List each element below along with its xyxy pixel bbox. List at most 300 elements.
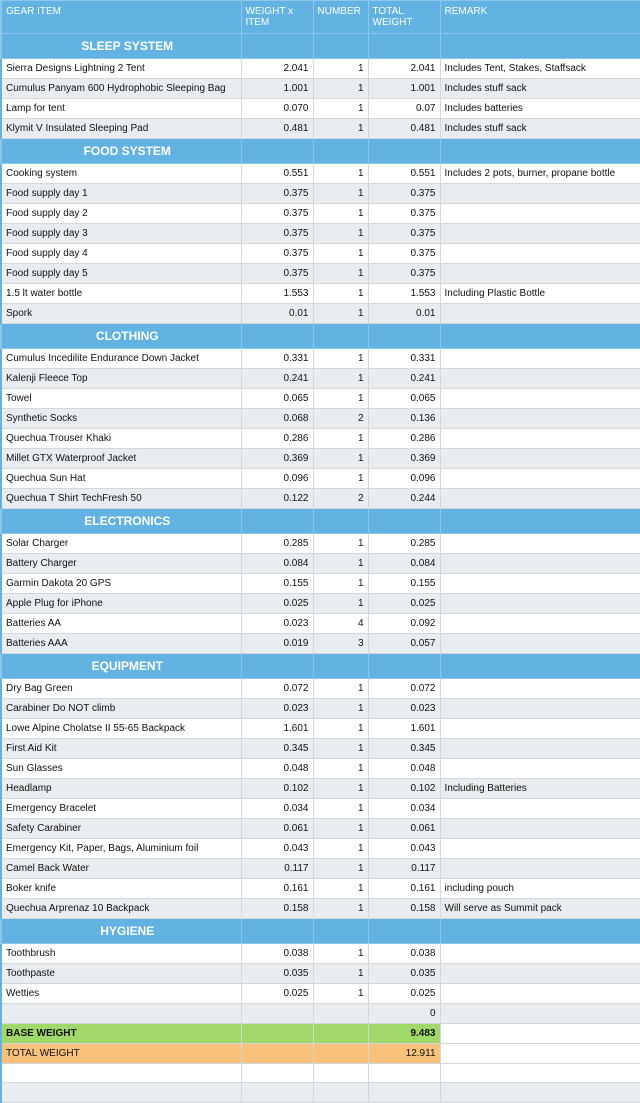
gear-item-cell[interactable]: Food supply day 1 <box>1 184 241 204</box>
table-row <box>1 204 640 224</box>
section-title: ELECTRONICS <box>1 509 241 534</box>
gear-item-cell[interactable]: Food supply day 2 <box>1 204 241 224</box>
total-weight-remark[interactable] <box>440 1044 640 1064</box>
remark-cell[interactable] <box>440 429 640 449</box>
section-empty-cell <box>368 919 440 944</box>
number-cell[interactable]: 1 <box>313 389 368 409</box>
remark-cell[interactable] <box>440 964 640 984</box>
remark-cell[interactable]: Includes 2 pots, burner, propane bottle <box>440 164 640 184</box>
table-row <box>1 389 640 409</box>
table-row <box>1 449 640 469</box>
remark-cell[interactable]: Includes Tent, Stakes, Staffsack <box>440 59 640 79</box>
total-weight-cell[interactable]: 0.161 <box>368 879 440 899</box>
remark-cell[interactable] <box>440 594 640 614</box>
total-weight-cell[interactable]: 1.001 <box>368 79 440 99</box>
header-remark[interactable]: REMARK <box>440 1 640 34</box>
number-cell[interactable]: 1 <box>313 964 368 984</box>
number-cell[interactable]: 1 <box>313 244 368 264</box>
gear-item-cell[interactable]: First Aid Kit <box>1 739 241 759</box>
remark-cell[interactable] <box>440 799 640 819</box>
base-weight-row <box>1 1024 640 1044</box>
table-row <box>1 594 640 614</box>
total-weight-cell[interactable]: 0.092 <box>368 614 440 634</box>
number-cell[interactable]: 1 <box>313 779 368 799</box>
gear-item-cell[interactable]: Synthetic Socks <box>1 409 241 429</box>
remark-cell[interactable] <box>440 264 640 284</box>
blank-cell[interactable] <box>368 1083 440 1102</box>
weight-per-item-cell[interactable]: 0.072 <box>241 679 313 699</box>
total-weight-cell[interactable]: 0.034 <box>368 799 440 819</box>
blank-cell[interactable] <box>440 1064 640 1083</box>
total-weight-cell[interactable]: 0.07 <box>368 99 440 119</box>
blank-cell[interactable] <box>241 1083 313 1102</box>
table-row <box>1 964 640 984</box>
section-empty-cell <box>313 919 368 944</box>
gear-item-cell[interactable]: Spork <box>1 304 241 324</box>
weight-per-item-cell[interactable]: 0.286 <box>241 429 313 449</box>
table-row <box>1 429 640 449</box>
total-weight-cell[interactable]: 0.025 <box>368 594 440 614</box>
base-weight-empty[interactable] <box>313 1024 368 1044</box>
total-weight-cell[interactable]: 2.041 <box>368 59 440 79</box>
remark-cell[interactable]: Includes batteries <box>440 99 640 119</box>
remark-cell[interactable] <box>440 679 640 699</box>
remark-cell[interactable]: Including Batteries <box>440 779 640 799</box>
total-weight-cell[interactable]: 0.481 <box>368 119 440 139</box>
table-row <box>1 574 640 594</box>
table-row <box>1 224 640 244</box>
weight-per-item-cell[interactable]: 0.345 <box>241 739 313 759</box>
table-row <box>1 819 640 839</box>
total-weight-cell[interactable]: 0.375 <box>368 244 440 264</box>
blank-cell[interactable] <box>1 1064 241 1083</box>
remark-cell[interactable] <box>440 409 640 429</box>
section-title: SLEEP SYSTEM <box>1 34 241 59</box>
gear-item-cell[interactable]: Towel <box>1 389 241 409</box>
gear-item-cell[interactable]: Sun Glasses <box>1 759 241 779</box>
table-row <box>1 489 640 509</box>
number-cell[interactable]: 1 <box>313 839 368 859</box>
total-weight-cell[interactable]: 0.043 <box>368 839 440 859</box>
number-cell[interactable]: 1 <box>313 759 368 779</box>
remark-cell[interactable] <box>440 489 640 509</box>
gear-item-cell[interactable]: Apple Plug for iPhone <box>1 594 241 614</box>
total-weight-cell[interactable]: 0.375 <box>368 264 440 284</box>
weight-per-item-cell[interactable]: 0.241 <box>241 369 313 389</box>
remark-cell[interactable] <box>440 304 640 324</box>
table-row <box>1 99 640 119</box>
table-row <box>1 284 640 304</box>
number-cell[interactable]: 3 <box>313 634 368 654</box>
remark-cell[interactable] <box>440 244 640 264</box>
gear-item-cell[interactable]: Cooking system <box>1 164 241 184</box>
remark-cell[interactable] <box>440 224 640 244</box>
remark-cell[interactable] <box>440 534 640 554</box>
section-empty-cell <box>313 654 368 679</box>
number-cell[interactable]: 2 <box>313 409 368 429</box>
blank-row <box>1 1064 640 1083</box>
weight-per-item-cell[interactable]: 0.369 <box>241 449 313 469</box>
gear-item-cell[interactable]: Battery Charger <box>1 554 241 574</box>
number-cell[interactable]: 1 <box>313 119 368 139</box>
total-weight-cell[interactable]: 0.369 <box>368 449 440 469</box>
gear-item-cell[interactable]: Boker knife <box>1 879 241 899</box>
weight-per-item-cell[interactable]: 0.019 <box>241 634 313 654</box>
table-row <box>1 244 640 264</box>
section-empty-cell <box>313 34 368 59</box>
weight-per-item-cell[interactable]: 0.043 <box>241 839 313 859</box>
total-weight-cell[interactable]: 0.345 <box>368 739 440 759</box>
number-cell[interactable]: 1 <box>313 349 368 369</box>
number-cell[interactable]: 1 <box>313 534 368 554</box>
number-cell[interactable]: 1 <box>313 879 368 899</box>
base-weight-value[interactable]: 9.483 <box>368 1024 440 1044</box>
weight-per-item-cell[interactable]: 0.061 <box>241 819 313 839</box>
section-row <box>1 509 640 534</box>
section-empty-cell <box>313 139 368 164</box>
weight-per-item-cell[interactable]: 0.065 <box>241 389 313 409</box>
number-cell[interactable]: 1 <box>313 739 368 759</box>
section-title: HYGIENE <box>1 919 241 944</box>
table-row <box>1 859 640 879</box>
weight-per-item-cell[interactable]: 0.117 <box>241 859 313 879</box>
section-title: CLOTHING <box>1 324 241 349</box>
blank-cell[interactable] <box>241 1064 313 1083</box>
total-weight-cell[interactable]: 0.241 <box>368 369 440 389</box>
weight-per-item-cell[interactable]: 0.551 <box>241 164 313 184</box>
gear-item-cell[interactable]: Food supply day 5 <box>1 264 241 284</box>
remark-cell[interactable] <box>440 634 640 654</box>
number-cell[interactable]: 1 <box>313 554 368 574</box>
total-weight-cell[interactable]: 0.01 <box>368 304 440 324</box>
remark-cell[interactable] <box>440 389 640 409</box>
section-empty-cell <box>440 654 640 679</box>
table-row <box>1 349 640 369</box>
total-weight-cell[interactable]: 0 <box>368 1004 440 1024</box>
table-row <box>1 534 640 554</box>
number-cell[interactable]: 1 <box>313 469 368 489</box>
number-cell[interactable]: 1 <box>313 184 368 204</box>
number-cell[interactable]: 1 <box>313 369 368 389</box>
weight-per-item-cell[interactable]: 0.035 <box>241 964 313 984</box>
base-weight-empty[interactable] <box>241 1024 313 1044</box>
remark-cell[interactable] <box>440 614 640 634</box>
table-row <box>1 469 640 489</box>
weight-per-item-cell[interactable]: 1.001 <box>241 79 313 99</box>
number-cell[interactable]: 1 <box>313 59 368 79</box>
total-weight-cell[interactable]: 0.084 <box>368 554 440 574</box>
gear-item-cell[interactable]: Quechua Arprenaz 10 Backpack <box>1 899 241 919</box>
gear-item-cell[interactable]: Food supply day 3 <box>1 224 241 244</box>
number-cell[interactable]: 1 <box>313 899 368 919</box>
total-weight-cell[interactable]: 0.117 <box>368 859 440 879</box>
table-row <box>1 184 640 204</box>
blank-cell[interactable] <box>1 1083 241 1102</box>
gear-item-cell[interactable]: Safety Carabiner <box>1 819 241 839</box>
weight-per-item-cell[interactable]: 0.375 <box>241 184 313 204</box>
total-weight-cell[interactable]: 0.072 <box>368 679 440 699</box>
weight-per-item-cell[interactable]: 0.096 <box>241 469 313 489</box>
total-weight-cell[interactable]: 0.035 <box>368 964 440 984</box>
gear-item-cell[interactable]: Toothbrush <box>1 944 241 964</box>
total-weight-empty[interactable] <box>241 1044 313 1064</box>
header-weight-per-item[interactable]: WEIGHT x ITEM <box>241 1 313 34</box>
section-empty-cell <box>241 139 313 164</box>
blank-cell[interactable] <box>313 1083 368 1102</box>
gear-item-cell[interactable]: Klymit V Insulated Sleeping Pad <box>1 119 241 139</box>
weight-per-item-cell[interactable]: 0.158 <box>241 899 313 919</box>
table-row <box>1 634 640 654</box>
remark-cell[interactable] <box>440 759 640 779</box>
remark-cell[interactable]: Includes stuff sack <box>440 119 640 139</box>
total-weight-cell[interactable]: 0.158 <box>368 899 440 919</box>
number-cell[interactable]: 1 <box>313 984 368 1004</box>
gear-item-cell[interactable] <box>1 1004 241 1024</box>
gear-item-cell[interactable]: Kalenji Fleece Top <box>1 369 241 389</box>
total-weight-cell[interactable]: 0.023 <box>368 699 440 719</box>
remark-cell[interactable] <box>440 719 640 739</box>
section-empty-cell <box>440 34 640 59</box>
section-empty-cell <box>368 509 440 534</box>
gear-item-cell[interactable]: Quechua Trouser Khaki <box>1 429 241 449</box>
number-cell[interactable]: 1 <box>313 699 368 719</box>
section-empty-cell <box>368 324 440 349</box>
number-cell[interactable]: 1 <box>313 429 368 449</box>
section-empty-cell <box>368 34 440 59</box>
number-cell[interactable]: 2 <box>313 489 368 509</box>
weight-per-item-cell[interactable]: 0.102 <box>241 779 313 799</box>
blank-cell[interactable] <box>440 1083 640 1102</box>
blank-cell[interactable] <box>368 1064 440 1083</box>
header-number[interactable]: NUMBER <box>313 1 368 34</box>
gear-item-cell[interactable]: Batteries AAA <box>1 634 241 654</box>
gear-item-cell[interactable]: Dry Bag Green <box>1 679 241 699</box>
table-row <box>1 839 640 859</box>
weight-per-item-cell[interactable]: 1.553 <box>241 284 313 304</box>
remark-cell[interactable] <box>440 449 640 469</box>
section-empty-cell <box>440 324 640 349</box>
number-cell[interactable]: 1 <box>313 224 368 244</box>
table-row <box>1 699 640 719</box>
total-weight-cell[interactable]: 0.155 <box>368 574 440 594</box>
section-title: EQUIPMENT <box>1 654 241 679</box>
gear-item-cell[interactable]: Emergency Bracelet <box>1 799 241 819</box>
number-cell[interactable]: 4 <box>313 614 368 634</box>
gear-item-cell[interactable]: Toothpaste <box>1 964 241 984</box>
total-weight-cell[interactable]: 0.375 <box>368 184 440 204</box>
remark-cell[interactable] <box>440 739 640 759</box>
gear-item-cell[interactable]: Wetties <box>1 984 241 1004</box>
remark-cell[interactable] <box>440 349 640 369</box>
weight-per-item-cell[interactable]: 0.025 <box>241 984 313 1004</box>
remark-cell[interactable] <box>440 554 640 574</box>
section-empty-cell <box>368 139 440 164</box>
remark-cell[interactable] <box>440 184 640 204</box>
weight-per-item-cell[interactable]: 0.375 <box>241 264 313 284</box>
weight-per-item-cell[interactable]: 2.041 <box>241 59 313 79</box>
gear-item-cell[interactable]: Camel Back Water <box>1 859 241 879</box>
gear-item-cell[interactable]: Food supply day 4 <box>1 244 241 264</box>
number-cell[interactable]: 1 <box>313 164 368 184</box>
number-cell[interactable]: 1 <box>313 679 368 699</box>
table-row <box>1 719 640 739</box>
remark-cell[interactable] <box>440 859 640 879</box>
total-weight-value[interactable]: 12.911 <box>368 1044 440 1064</box>
gear-item-cell[interactable]: Solar Charger <box>1 534 241 554</box>
remark-cell[interactable]: Will serve as Summit pack <box>440 899 640 919</box>
base-weight-label[interactable]: BASE WEIGHT <box>1 1024 241 1044</box>
section-empty-cell <box>313 509 368 534</box>
gear-item-cell[interactable]: Emergency Kit, Paper, Bags, Aluminium foil <box>1 839 241 859</box>
total-weight-cell[interactable]: 0.061 <box>368 819 440 839</box>
remark-cell[interactable] <box>440 1004 640 1024</box>
total-weight-cell[interactable]: 0.244 <box>368 489 440 509</box>
gear-item-cell[interactable]: Batteries AA <box>1 614 241 634</box>
section-row <box>1 139 640 164</box>
weight-per-item-cell[interactable]: 0.155 <box>241 574 313 594</box>
remark-cell[interactable] <box>440 369 640 389</box>
header-gear-item[interactable]: GEAR ITEM <box>1 1 241 34</box>
table-row <box>1 739 640 759</box>
gear-item-cell[interactable]: Carabiner Do NOT climb <box>1 699 241 719</box>
total-weight-cell[interactable]: 0.331 <box>368 349 440 369</box>
gear-item-cell[interactable]: Millet GTX Waterproof Jacket <box>1 449 241 469</box>
base-weight-remark[interactable] <box>440 1024 640 1044</box>
number-cell[interactable]: 1 <box>313 594 368 614</box>
weight-per-item-cell[interactable]: 0.01 <box>241 304 313 324</box>
weight-per-item-cell[interactable] <box>241 1004 313 1024</box>
remark-cell[interactable] <box>440 699 640 719</box>
gear-item-cell[interactable]: Quechua T Shirt TechFresh 50 <box>1 489 241 509</box>
remark-cell[interactable] <box>440 469 640 489</box>
remark-cell[interactable]: Including Plastic Bottle <box>440 284 640 304</box>
table-row <box>1 1004 640 1024</box>
total-weight-cell[interactable]: 0.057 <box>368 634 440 654</box>
total-weight-cell[interactable]: 0.096 <box>368 469 440 489</box>
total-weight-row <box>1 1044 640 1064</box>
gear-item-cell[interactable]: Lamp for tent <box>1 99 241 119</box>
table-row <box>1 944 640 964</box>
header-row <box>1 1 640 34</box>
section-empty-cell <box>241 324 313 349</box>
weight-per-item-cell[interactable]: 0.161 <box>241 879 313 899</box>
table-row <box>1 79 640 99</box>
number-cell[interactable]: 1 <box>313 819 368 839</box>
total-weight-cell[interactable]: 0.285 <box>368 534 440 554</box>
gear-item-cell[interactable]: Sierra Designs Lightning 2 Tent <box>1 59 241 79</box>
total-weight-cell[interactable]: 0.038 <box>368 944 440 964</box>
section-empty-cell <box>241 654 313 679</box>
remark-cell[interactable] <box>440 944 640 964</box>
remark-cell[interactable] <box>440 839 640 859</box>
table-row <box>1 304 640 324</box>
number-cell[interactable]: 1 <box>313 204 368 224</box>
gear-item-cell[interactable]: Quechua Sun Hat <box>1 469 241 489</box>
weight-per-item-cell[interactable]: 0.068 <box>241 409 313 429</box>
weight-per-item-cell[interactable]: 0.084 <box>241 554 313 574</box>
table-row <box>1 759 640 779</box>
weight-per-item-cell[interactable]: 0.375 <box>241 244 313 264</box>
total-weight-cell[interactable]: 0.375 <box>368 204 440 224</box>
gear-item-cell[interactable]: Cumulus Panyam 600 Hydrophobic Sleeping Bag <box>1 79 241 99</box>
gear-item-cell[interactable]: Garmin Dakota 20 GPS <box>1 574 241 594</box>
total-weight-cell[interactable]: 0.025 <box>368 984 440 1004</box>
weight-per-item-cell[interactable]: 0.025 <box>241 594 313 614</box>
weight-per-item-cell[interactable]: 0.375 <box>241 204 313 224</box>
blank-cell[interactable] <box>313 1064 368 1083</box>
section-row <box>1 654 640 679</box>
number-cell[interactable]: 1 <box>313 304 368 324</box>
number-cell[interactable] <box>313 1004 368 1024</box>
weight-per-item-cell[interactable]: 0.034 <box>241 799 313 819</box>
total-weight-cell[interactable]: 1.601 <box>368 719 440 739</box>
total-weight-cell[interactable]: 0.551 <box>368 164 440 184</box>
table-row <box>1 614 640 634</box>
number-cell[interactable]: 1 <box>313 944 368 964</box>
number-cell[interactable]: 1 <box>313 799 368 819</box>
total-weight-label[interactable]: TOTAL WEIGHT <box>1 1044 241 1064</box>
total-weight-cell[interactable]: 0.375 <box>368 224 440 244</box>
gear-item-cell[interactable]: Lowe Alpine Cholatse II 55-65 Backpack <box>1 719 241 739</box>
weight-per-item-cell[interactable]: 0.023 <box>241 699 313 719</box>
remark-cell[interactable] <box>440 984 640 1004</box>
total-weight-cell[interactable]: 0.048 <box>368 759 440 779</box>
weight-per-item-cell[interactable]: 0.331 <box>241 349 313 369</box>
number-cell[interactable]: 1 <box>313 99 368 119</box>
table-row <box>1 779 640 799</box>
section-empty-cell <box>368 654 440 679</box>
weight-per-item-cell[interactable]: 0.285 <box>241 534 313 554</box>
gear-item-cell[interactable]: Headlamp <box>1 779 241 799</box>
number-cell[interactable]: 1 <box>313 264 368 284</box>
total-weight-cell[interactable]: 0.065 <box>368 389 440 409</box>
weight-per-item-cell[interactable]: 0.481 <box>241 119 313 139</box>
gear-item-cell[interactable]: 1.5 lt water bottle <box>1 284 241 304</box>
section-empty-cell <box>440 919 640 944</box>
number-cell[interactable]: 1 <box>313 859 368 879</box>
section-empty-cell <box>241 509 313 534</box>
remark-cell[interactable]: including pouch <box>440 879 640 899</box>
table-row <box>1 799 640 819</box>
total-weight-empty[interactable] <box>313 1044 368 1064</box>
weight-per-item-cell[interactable]: 1.601 <box>241 719 313 739</box>
weight-per-item-cell[interactable]: 0.070 <box>241 99 313 119</box>
number-cell[interactable]: 1 <box>313 79 368 99</box>
table-row <box>1 899 640 919</box>
weight-per-item-cell[interactable]: 0.023 <box>241 614 313 634</box>
weight-per-item-cell[interactable]: 0.038 <box>241 944 313 964</box>
total-weight-cell[interactable]: 0.136 <box>368 409 440 429</box>
number-cell[interactable]: 1 <box>313 719 368 739</box>
total-weight-cell[interactable]: 0.102 <box>368 779 440 799</box>
remark-cell[interactable] <box>440 204 640 224</box>
section-title: FOOD SYSTEM <box>1 139 241 164</box>
total-weight-cell[interactable]: 0.286 <box>368 429 440 449</box>
gear-item-cell[interactable]: Cumulus Incedilite Endurance Down Jacket <box>1 349 241 369</box>
remark-cell[interactable] <box>440 574 640 594</box>
section-empty-cell <box>440 509 640 534</box>
remark-cell[interactable]: Includes stuff sack <box>440 79 640 99</box>
number-cell[interactable]: 1 <box>313 574 368 594</box>
total-weight-cell[interactable]: 1.553 <box>368 284 440 304</box>
number-cell[interactable]: 1 <box>313 284 368 304</box>
header-total-weight[interactable]: TOTAL WEIGHT <box>368 1 440 34</box>
weight-per-item-cell[interactable]: 0.375 <box>241 224 313 244</box>
number-cell[interactable]: 1 <box>313 449 368 469</box>
weight-per-item-cell[interactable]: 0.122 <box>241 489 313 509</box>
remark-cell[interactable] <box>440 819 640 839</box>
weight-per-item-cell[interactable]: 0.048 <box>241 759 313 779</box>
